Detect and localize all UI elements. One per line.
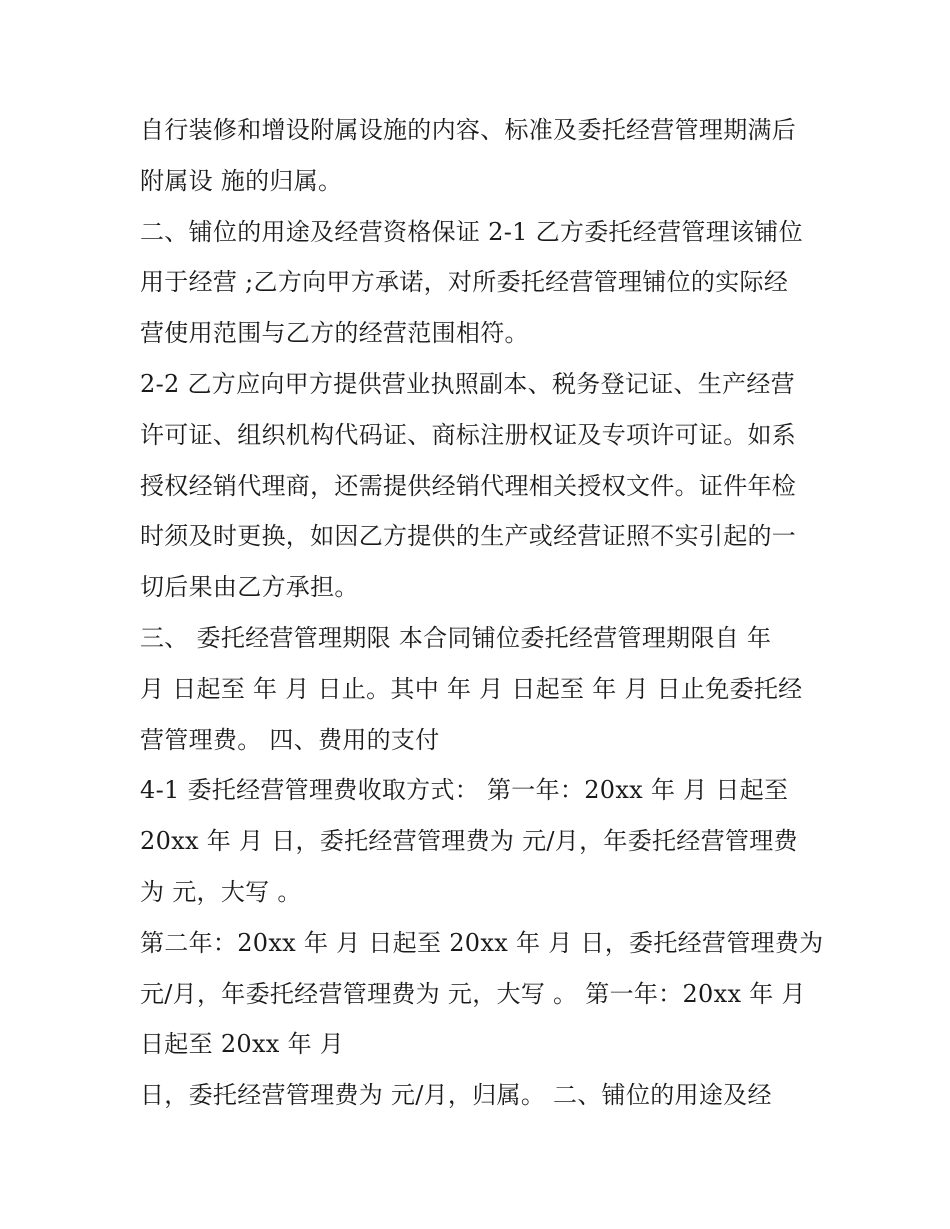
text-line: 三、 委托经营管理期限 本合同铺位委托经营管理期限自 年 [140, 623, 772, 652]
text-line: 许可证、组织机构代码证、商标注册权证及专项许可证。如系 [140, 420, 797, 449]
text-line: 日起至 20xx 年 月 [140, 1030, 345, 1059]
text-line: 为 元，大写 。 [140, 877, 302, 906]
document-body [140, 105, 824, 1121]
text-line: 营管理费。 四、费用的支付 [140, 725, 440, 754]
text-line: 时须及时更换，如因乙方提供的生产或经营证照不实引起的一 [140, 522, 797, 551]
text-line: 月 日起至 年 月 日止。其中 年 月 日起至 年 月 日止免委托经 [140, 674, 803, 703]
text-line: 自行装修和增设附属设施的内容、标准及委托经营管理期满后 [140, 116, 797, 144]
text-line: 2-2 乙方应向甲方提供营业执照副本、税务登记证、生产经营 [140, 369, 795, 398]
text-line: 附属设 施的归属。 [140, 166, 343, 195]
text-line: 第二年：20xx 年 月 日起至 20xx 年 月 日，委托经营管理费为 [140, 928, 824, 957]
text-line: 切后果由乙方承担。 [140, 573, 359, 602]
text-line: 二、铺位的用途及经营资格保证 2-1 乙方委托经营管理该铺位 [140, 217, 803, 246]
text-line: 营使用范围与乙方的经营范围相符。 [140, 319, 529, 348]
text-line: 元/月，年委托经营管理费为 元，大写 。 第一年：20xx 年 月 [140, 979, 806, 1008]
text-line: 4-1 委托经营管理费收取方式： 第一年：20xx 年 月 日起至 [140, 776, 789, 805]
text-line: 日，委托经营管理费为 元/月，归属。 二、铺位的用途及经 [140, 1081, 772, 1110]
text-line: 授权经销代理商，还需提供经销代理相关授权文件。证件年检 [140, 471, 797, 500]
text-line: 20xx 年 月 日，委托经营管理费为 元/月，年委托经营管理费 [140, 827, 798, 856]
text-line: 用于经营 ;乙方向甲方承诺，对所委托经营管理铺位的实际经 [140, 268, 789, 297]
